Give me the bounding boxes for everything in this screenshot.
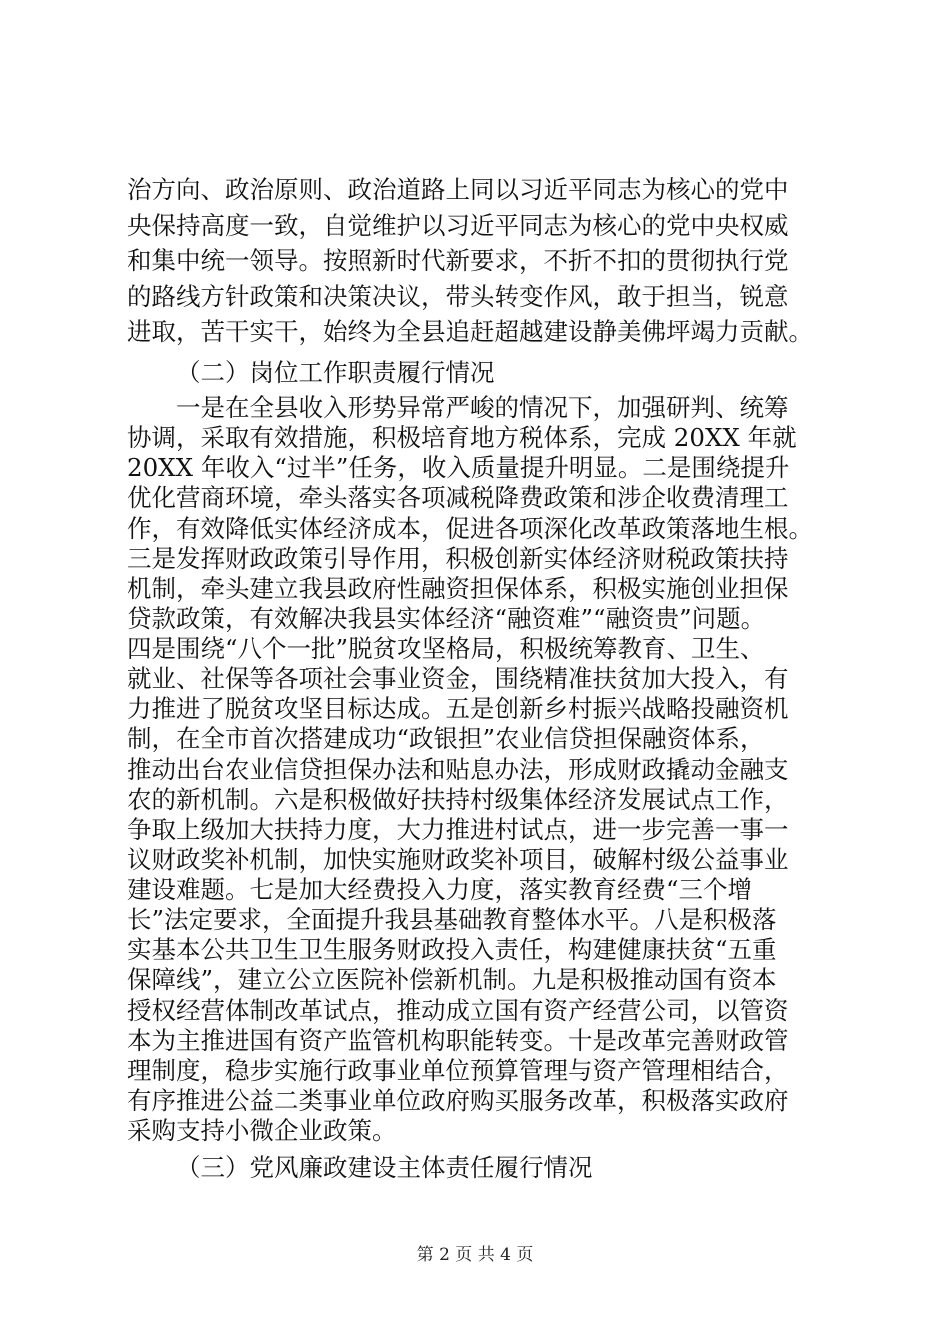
- text-line: [0, 279, 950, 315]
- text-line-content: 农的新机制。六是积极做好扶持村级集体经济发展试点工作，: [127, 785, 789, 814]
- text-line-content: 进取，苦干实干，始终为全县追赶超越建设静美佛坪竭力贡献。: [127, 317, 813, 346]
- text-line-content: 20XX 年收入“过半”任务，收入质量提升明显。二是围绕提升: [127, 453, 790, 482]
- text-line: [0, 314, 950, 350]
- text-line-content: 理制度，稳步实施行政事业单位预算管理与资产管理相结合，: [127, 1056, 789, 1085]
- text-line-content: 实基本公共卫生卫生服务财政投入责任，构建健康扶贫“五重: [127, 935, 777, 964]
- text-line: [0, 1113, 950, 1149]
- text-line: [0, 208, 950, 244]
- text-line: [0, 243, 950, 279]
- text-line-content: 力推进了脱贫攻坚目标达成。五是创新乡村振兴战略投融资机: [127, 694, 789, 723]
- text-line-content: 保障线”，建立公立医院补偿新机制。九是积极推动国有资本: [127, 965, 777, 994]
- text-line-content: 协调，采取有效措施，积极培育地方税体系，完成 20XX 年就: [127, 423, 797, 452]
- text-line-content: 推动出台农业信贷担保办法和贴息办法，形成财政撬动金融支: [127, 755, 789, 784]
- text-line-content: 和集中统一领导。按照新时代新要求，不折不扣的贯彻执行党: [127, 246, 789, 275]
- text-line-content: 三是发挥财政政策引导作用，积极创新实体经济财税政策扶持: [127, 544, 789, 573]
- text-line-content: 有序推进公益二类事业单位政府购买服务改革，积极落实政府: [127, 1086, 789, 1115]
- text-line-content: 建设难题。七是加大经费投入力度，落实教育经费“三个增: [127, 875, 753, 904]
- text-line: [0, 172, 950, 208]
- text-line-content: 治方向、政治原则、政治道路上同以习近平同志为核心的党中: [127, 175, 789, 204]
- text-line-content: 本为主推进国有资产监管机构职能转变。十是改革完善财政管: [127, 1026, 789, 1055]
- text-line-content: 长”法定要求，全面提升我县基础教育整体水平。八是积极落: [127, 905, 777, 934]
- section-heading: [0, 355, 950, 391]
- text-line-content: 一是在全县收入形势异常严峻的情况下，加强研判、统筹: [176, 393, 789, 422]
- text-line-content: 作，有效降低实体经济成本，促进各项深化改革政策落地生根。: [127, 514, 813, 543]
- text-line-content: 争取上级加大扶持力度，大力推进村试点，进一步完善一事一: [127, 815, 789, 844]
- text-line-content: 机制，牵头建立我县政府性融资担保体系，积极实施创业担保: [127, 574, 789, 603]
- page-footer: [0, 1243, 950, 1267]
- text-line-content: 授权经营体制改革试点，推动成立国有资产经营公司，以管资: [127, 996, 789, 1025]
- text-line-content: 四是围绕“八个一批”脱贫攻坚格局，积极统筹教育、卫生、: [127, 634, 765, 663]
- text-line-content: 就业、社保等各项社会事业资金，围绕精准扶贫加大投入，有: [127, 664, 789, 693]
- text-line-content: 优化营商环境，牵头落实各项减税降费政策和涉企收费清理工: [127, 483, 789, 512]
- text-line-content: 议财政奖补机制，加快实施财政奖补项目，破解村级公益事业: [127, 845, 789, 874]
- section-heading-text: （三）党风廉政建设主体责任履行情况: [176, 1153, 593, 1182]
- section-heading-text: （二）岗位工作职责履行情况: [176, 358, 495, 387]
- text-line-content: 贷款政策，有效解决我县实体经济“融资难”“融资贵”问题。: [127, 604, 766, 633]
- text-line-content: 采购支持小微企业政策。: [127, 1116, 397, 1145]
- text-line-content: 的路线方针政策和决策决议，带头转变作风，敢于担当，锐意: [127, 282, 789, 311]
- section-heading: [0, 1150, 950, 1186]
- text-line-content: 央保持高度一致，自觉维护以习近平同志为核心的党中央权威: [127, 211, 789, 240]
- page-number: 第 2 页 共 4 页: [416, 1245, 534, 1265]
- text-line-content: 制，在全市首次搭建成功“政银担”农业信贷担保融资体系，: [127, 724, 765, 753]
